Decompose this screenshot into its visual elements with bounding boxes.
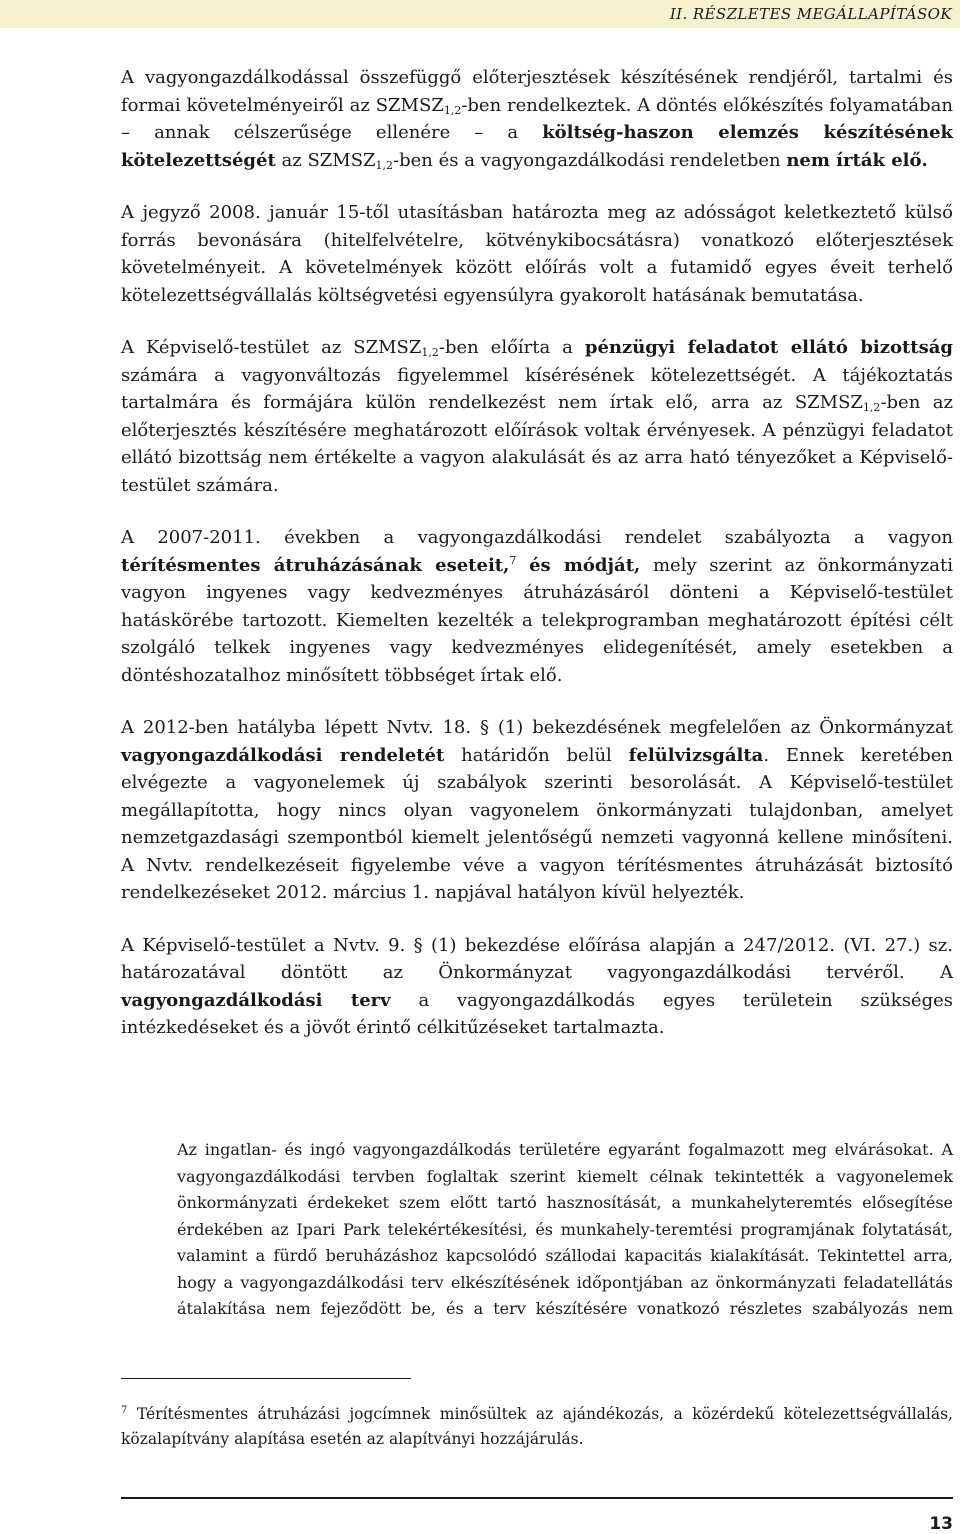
paragraph-1: A vagyongazdálkodással összefüggő előterjesztések készítésének rendjéről, tartalmi és formai követelményeiről az $SZMSZ_{1,2}$-ben rendelkeztek. A döntés előkészítés folyamatában – annak célszerűsége ellenére – a költség-haszon elemzés készítésének kötelezettségét az $SZMSZ_{1,2}$-ben és a vagyongazdálkodási rendeletben nem írták elő. <box>121 67 953 172</box>
paragraph-6: A Képviselő-testület a Nvtv. 9. § (1) bekezdése előírása alapján a 247/2012. (VI. 27.) sz. határozatával döntött az Önkormányzat vagyongazdálkodási tervéről. A vagyongazdálkodási terv a vagyongazdálkodás egyes területein szükséges intézkedéseket és a jövőt érintő célkitűzéseket tartalmazta. <box>121 934 953 1038</box>
paragraph-2: A jegyző 2008. január 15-től utasításban határozta meg az adósságot keletkeztető külső forrás bevonására (hitelfelvételre, kötvénykibocsátásra) vonatkozó előterjesztések követelményeit. A követelmények között előírás volt a futamidő egyes éveit terhelő kötelezettségvállalás költségvetési egyensúlyra gyakorolt hatásának bemutatása. <box>121 202 953 306</box>
page-number: 13 <box>929 1514 953 1534</box>
footnote <box>121 1402 953 1452</box>
footnote-separator <box>121 1378 411 1379</box>
footer-rule <box>121 1497 953 1499</box>
footnote-reference[interactable]: 7 <box>509 553 517 567</box>
footnote-number: 7 <box>121 1405 128 1416</box>
indented-quote: Az ingatlan- és ingó vagyongazdálkodás területére egyaránt fogalmazott meg elvárásokat. A vagyongazdálkodási tervben foglaltak szerint kiemelt célnak tekintették a vagyonelemek önkormányzati érdekeket szem előtt tartó hasznosítását, a munkahelyteremtés elősegítése érdekében az Ipari Park telekértékesítési, és munkahely-teremtési programjának folytatását, valamint a fürdő beruházáshoz kapcsolódó szállodai kapacitás kialakítását. Tekintettel arra, hogy a vagyongazdálkodási terv elkészítésének időpontjában az önkormányzati feladatellátás átalakítása nem fejeződött be, és a terv készítésére vonatkozó részletes szabályozás nem <box>177 1140 953 1318</box>
paragraph-5: A 2012-ben hatályba lépett Nvtv. 18. § (1) bekezdésének megfelelően az Önkormányzat vagyongazdálkodási rendeletét határidőn belül felülvizsgálta. Ennek keretében elvégezte a vagyonelemek új szabályok szerinti besorolását. A Képviselő-testület megállapította, hogy nincs olyan vagyonelem önkormányzati tulajdonban, amelyet nemzetgazdasági szempontból kiemelt jelentőségű nemzeti vagyonná kellene minősíteni. A Nvtv. rendelkezéseit figyelembe véve a vagyon térítésmentes átruházását biztosító rendelkezéseket 2012. március 1. napjával hatályon kívül helyezték. <box>121 717 953 903</box>
chapter-title: II. RÉSZLETES MEGÁLLAPÍTÁSOK <box>669 5 952 23</box>
paragraph-4: A 2007-2011. években a vagyongazdálkodási rendelet szabályozta a vagyon térítésmentes átruházásának eseteit,$^7$ és módját, mely szerint az önkormányzati vagyon ingyenes vagy kedvezményes átruházásáról dönteni a Képviselő-testület hatáskörébe tartozott. Kiemelten kezelték a telekprogramban meghatározott építési célt szolgáló telkek ingyenes vagy kedvezményes elidegenítését, amely esetekben a döntéshozatalhoz minősített többséget írtak elő. <box>121 527 953 686</box>
footnote-text: Térítésmentes átruházási jogcímnek minősültek az ajándékozás, a közérdekű kötelezettségvállalás, közalapítvány alapítása esetén az alapítványi hozzájárulás. <box>121 1405 953 1448</box>
main-content <box>121 64 953 1067</box>
paragraph-3: A Képviselő-testület az $SZMSZ_{1,2}$-ben előírta a pénzügyi feladatot ellátó bizottság számára a vagyonváltozás figyelemmel kísérésének kötelezettségét. A tájékoztatás tartalmára és formájára külön rendelkezést nem írtak elő, arra az $SZMSZ_{1,2}$-ben az előterjesztés készítésére meghatározott előírások voltak érvényesek. A pénzügyi feladatot ellátó bizottság nem értékelte a vagyon alakulását és az arra ható tényezőket a Képviselő-testület számára. <box>121 337 953 496</box>
running-header <box>0 0 960 28</box>
